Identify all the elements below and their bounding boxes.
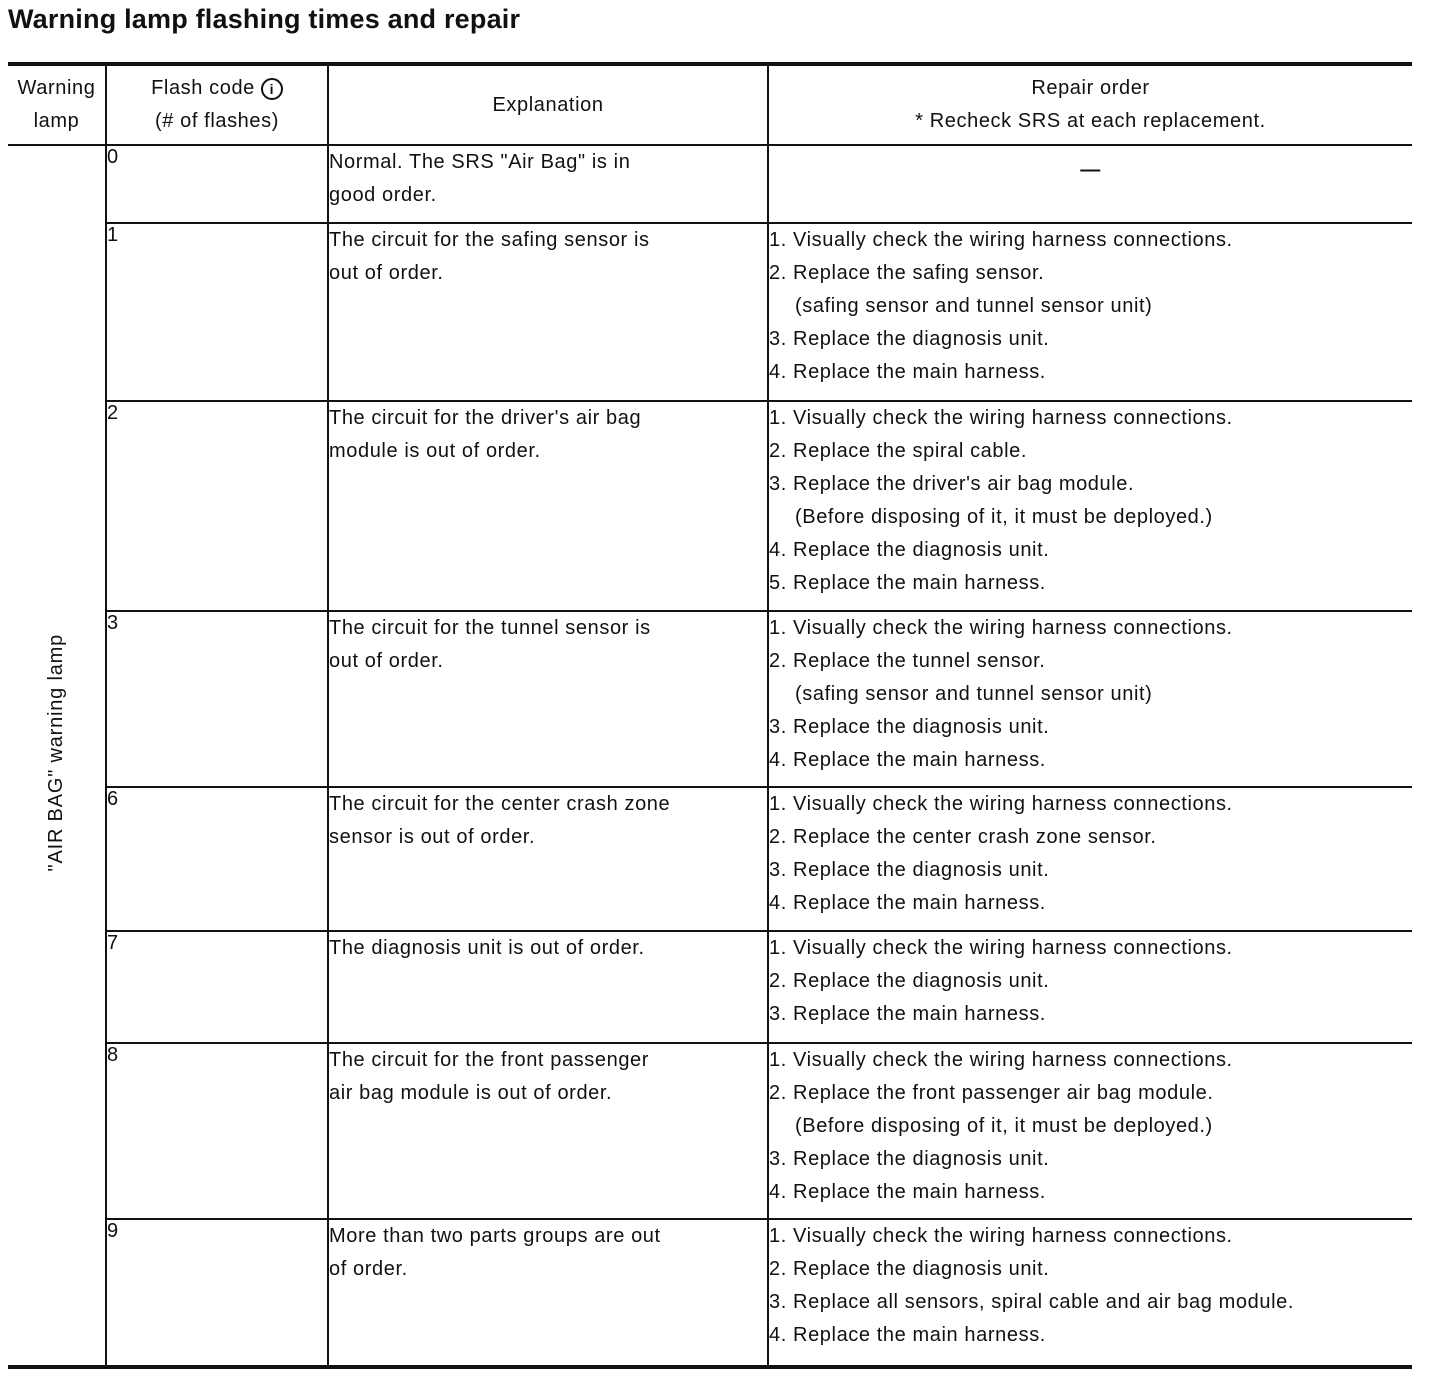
flash-code-cell: 0 (106, 145, 328, 223)
repair-step: 3. Replace all sensors, spiral cable and air bag module. (769, 1291, 1294, 1313)
repair-order-cell (768, 931, 1412, 1043)
repair-step: 4. Replace the main harness. (769, 1181, 1046, 1203)
explanation-line: Normal. The SRS "Air Bag" is in (329, 151, 631, 173)
table-row (8, 787, 1412, 931)
repair-step: 4. Replace the diagnosis unit. (769, 539, 1050, 561)
flash-code-cell: 8 (106, 1043, 328, 1219)
repair-order-cell (768, 1219, 1412, 1367)
flash-code-cell: 6 (106, 787, 328, 931)
repair-step: 1. Visually check the wiring harness connections. (769, 793, 1233, 815)
repair-order-cell (768, 611, 1412, 787)
explanation-cell (328, 611, 768, 787)
explanation-cell (328, 787, 768, 931)
page-title: Warning lamp flashing times and repair (8, 4, 521, 34)
warning-lamp-name: "AIR BAG" warning lamp (45, 633, 67, 872)
repair-step: 1. Visually check the wiring harness connections. (769, 1049, 1233, 1071)
repair-step: 5. Replace the main harness. (769, 572, 1046, 594)
repair-step: 2. Replace the tunnel sensor. (769, 650, 1046, 672)
repair-order-cell (768, 787, 1412, 931)
explanation-cell (328, 401, 768, 611)
explanation-line: The circuit for the tunnel sensor is (329, 617, 651, 639)
repair-step: 1. Visually check the wiring harness connections. (769, 407, 1233, 429)
repair-step-note: (safing sensor and tunnel sensor unit) (795, 683, 1153, 705)
repair-step: 3. Replace the diagnosis unit. (769, 1148, 1050, 1170)
table-row (8, 401, 1412, 611)
repair-step: 4. Replace the main harness. (769, 892, 1046, 914)
repair-step-note: (Before disposing of it, it must be deployed.) (795, 1115, 1213, 1137)
table-row (8, 931, 1412, 1043)
header-flash-code: Flash code i (# of flashes) (106, 64, 328, 145)
explanation-cell (328, 223, 768, 401)
repair-step: 2. Replace the diagnosis unit. (769, 1258, 1050, 1280)
table-row (8, 1043, 1412, 1219)
explanation-line: sensor is out of order. (329, 826, 536, 848)
warning-lamp-cell (8, 145, 106, 1367)
explanation-line: module is out of order. (329, 440, 541, 462)
flash-code-cell: 1 (106, 223, 328, 401)
explanation-cell (328, 931, 768, 1043)
explanation-line: More than two parts groups are out (329, 1225, 661, 1247)
repair-step: 2. Replace the safing sensor. (769, 262, 1045, 284)
repair-step: 1. Visually check the wiring harness connections. (769, 1225, 1233, 1247)
explanation-cell (328, 1219, 768, 1367)
repair-step: 4. Replace the main harness. (769, 749, 1046, 771)
flash-code-cell: 9 (106, 1219, 328, 1367)
explanation-cell (328, 145, 768, 223)
table-row (8, 223, 1412, 401)
repair-step: 3. Replace the diagnosis unit. (769, 716, 1050, 738)
repair-step: 3. Replace the diagnosis unit. (769, 328, 1050, 350)
explanation-cell (328, 1043, 768, 1219)
header-warning-lamp: Warning lamp (8, 64, 106, 145)
flash-code-cell: 3 (106, 611, 328, 787)
explanation-line: The circuit for the center crash zone (329, 793, 671, 815)
repair-order-cell (768, 145, 1412, 223)
table-row (8, 145, 1412, 223)
repair-step: 4. Replace the main harness. (769, 361, 1046, 383)
explanation-line: The circuit for the safing sensor is (329, 229, 650, 251)
repair-step: 2. Replace the spiral cable. (769, 440, 1028, 462)
repair-step-note: (safing sensor and tunnel sensor unit) (795, 295, 1153, 317)
explanation-line: The diagnosis unit is out of order. (329, 937, 645, 959)
explanation-line: of order. (329, 1258, 408, 1280)
explanation-line: good order. (329, 184, 437, 206)
explanation-line: out of order. (329, 650, 444, 672)
flash-code-cell: 2 (106, 401, 328, 611)
circle-info-icon: i (261, 78, 283, 100)
repair-step: 1. Visually check the wiring harness connections. (769, 937, 1233, 959)
header-repair-order: Repair order * Recheck SRS at each replacement. (768, 64, 1412, 145)
explanation-line: The circuit for the driver's air bag (329, 407, 642, 429)
header-explanation: Explanation (328, 64, 768, 145)
repair-step: 2. Replace the front passenger air bag module. (769, 1082, 1214, 1104)
repair-step: 1. Visually check the wiring harness connections. (769, 229, 1233, 251)
explanation-line: air bag module is out of order. (329, 1082, 613, 1104)
repair-order-cell (768, 401, 1412, 611)
no-action-dash: — (1080, 159, 1101, 181)
repair-step: 2. Replace the center crash zone sensor. (769, 826, 1157, 848)
repair-order-cell (768, 223, 1412, 401)
repair-step: 2. Replace the diagnosis unit. (769, 970, 1050, 992)
flash-code-table (8, 62, 1412, 1369)
repair-step: 3. Replace the diagnosis unit. (769, 859, 1050, 881)
table-row (8, 611, 1412, 787)
repair-step: 1. Visually check the wiring harness connections. (769, 617, 1233, 639)
repair-order-cell (768, 1043, 1412, 1219)
repair-step-note: (Before disposing of it, it must be deployed.) (795, 506, 1213, 528)
explanation-line: The circuit for the front passenger (329, 1049, 650, 1071)
repair-step: 4. Replace the main harness. (769, 1324, 1046, 1346)
repair-step: 3. Replace the main harness. (769, 1003, 1046, 1025)
explanation-line: out of order. (329, 262, 444, 284)
table-header-row (8, 64, 1412, 145)
table-row (8, 1219, 1412, 1367)
repair-step: 3. Replace the driver's air bag module. (769, 473, 1135, 495)
flash-code-cell: 7 (106, 931, 328, 1043)
